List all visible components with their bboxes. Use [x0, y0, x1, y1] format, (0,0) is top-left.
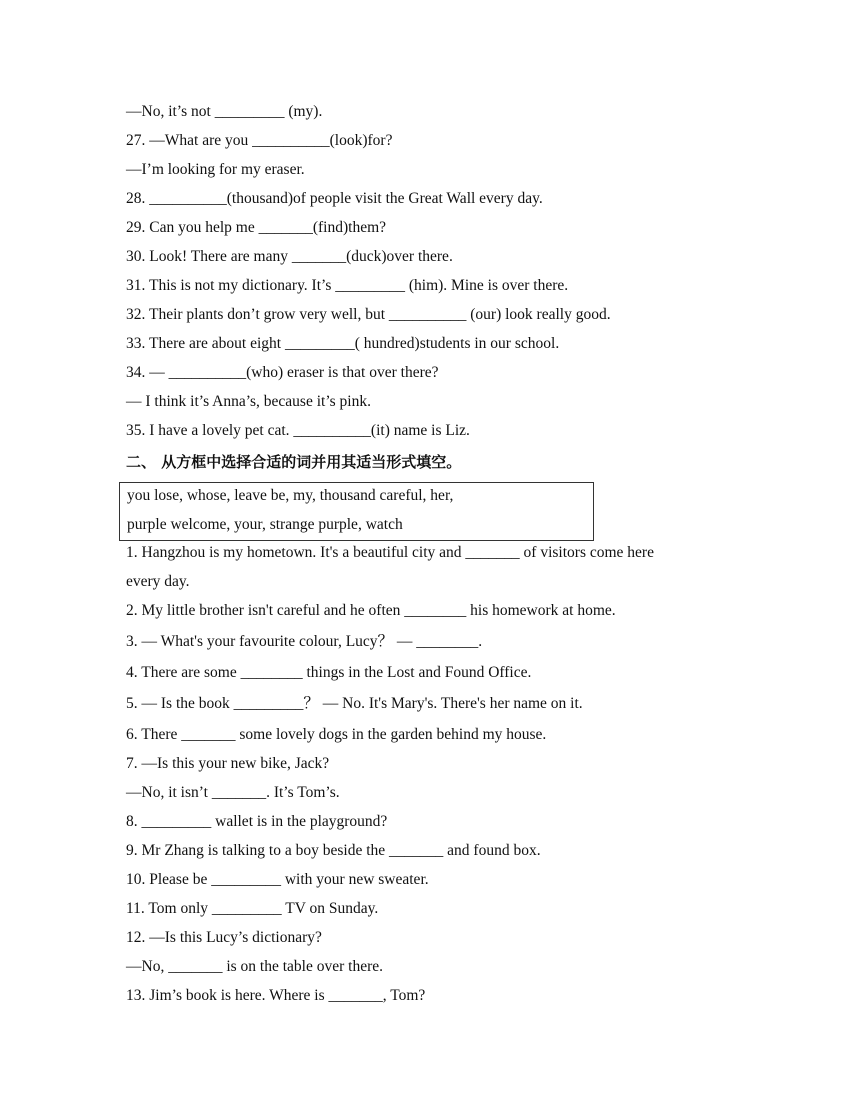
question-line: 13. Jim’s book is here. Where is _______, Tom?	[126, 987, 426, 1004]
question-line: 29. Can you help me _______(find)them?	[126, 219, 387, 236]
question-line: —No, _______ is on the table over there.	[126, 958, 383, 975]
question-line: —No, it’s not _________ (my).	[126, 103, 323, 120]
question-line: 10. Please be _________ with your new sweater.	[126, 871, 429, 888]
question-line: 11. Tom only _________ TV on Sunday.	[126, 900, 379, 917]
question-line: 27. —What are you __________(look)for?	[126, 132, 393, 149]
question-line: 7. —Is this your new bike, Jack?	[126, 755, 330, 772]
question-line: —No, it isn’t _______. It’s Tom’s.	[126, 784, 340, 801]
question-line: 28. __________(thousand)of people visit the Great Wall every day.	[126, 190, 543, 207]
question-line: 32. Their plants don’t grow very well, but __________ (our) look really good.	[126, 306, 611, 323]
question-line: 34. — __________(who) eraser is that over there?	[126, 364, 439, 381]
question-line: 31. This is not my dictionary. It’s _________ (him). Mine is over there.	[126, 277, 569, 294]
question-line: 6. There _______ some lovely dogs in the garden behind my house.	[126, 726, 547, 743]
question-line: 33. There are about eight _________( hundred)students in our school.	[126, 335, 560, 352]
question-line: 4. There are some ________ things in the Lost and Found Office.	[126, 664, 532, 681]
question-line: 2. My little brother isn't careful and he often ________ his homework at home.	[126, 602, 616, 619]
question-line: 35. I have a lovely pet cat. __________(it) name is Liz.	[126, 422, 470, 439]
question-line: 3. — What's your favourite colour, Lucy？ — ________.	[126, 633, 483, 650]
question-line: every day.	[126, 573, 190, 590]
question-line: 5. — Is the book _________？ — No. It's Mary's. There's her name on it.	[126, 695, 583, 712]
question-line: 8. _________ wallet is in the playground?	[126, 813, 388, 830]
question-line: — I think it’s Anna’s, because it’s pink.	[126, 393, 371, 410]
question-line: 12. —Is this Lucy’s dictionary?	[126, 929, 322, 946]
word-box-row: purple welcome, your, strange purple, watch	[127, 516, 403, 533]
question-line: 1. Hangzhou is my hometown. It's a beautiful city and _______ of visitors come here	[126, 544, 654, 561]
word-box	[119, 482, 594, 541]
question-line: 30. Look! There are many _______(duck)over there.	[126, 248, 453, 265]
word-box-row: you lose, whose, leave be, my, thousand careful, her,	[127, 487, 454, 504]
section-heading: 二、 从方框中选择合适的词并用其适当形式填空。	[126, 453, 462, 471]
question-line: 9. Mr Zhang is talking to a boy beside the _______ and found box.	[126, 842, 541, 859]
question-line: —I’m looking for my eraser.	[126, 161, 305, 178]
